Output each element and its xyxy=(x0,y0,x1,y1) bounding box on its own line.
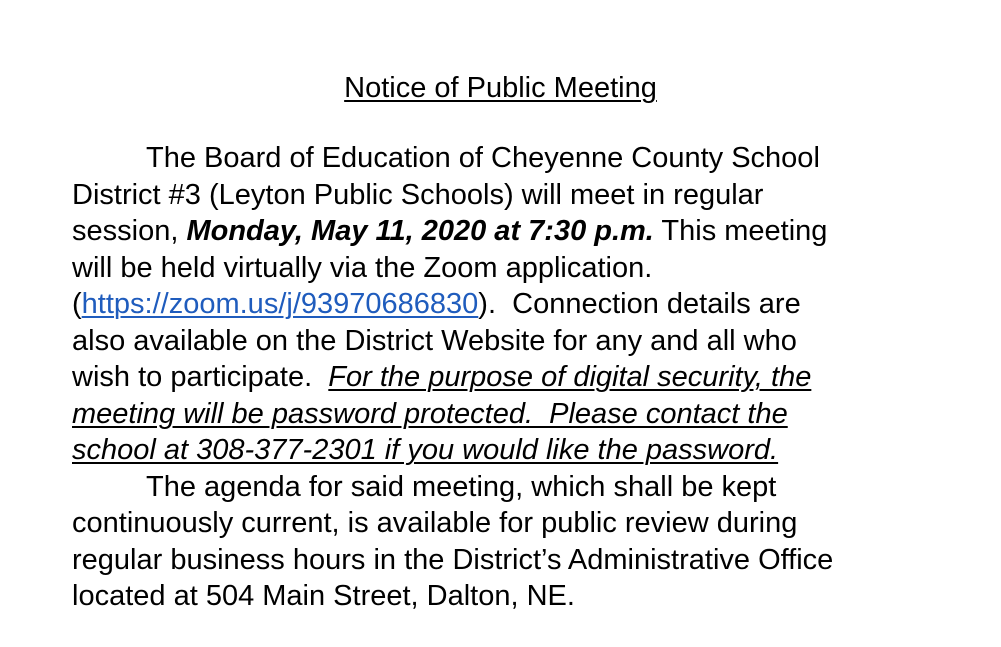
meeting-date-time: Monday, May 11, 2020 at 7:30 p.m. xyxy=(186,215,654,247)
paragraph-1-line-1: The Board of Education of Cheyenne County School xyxy=(146,142,820,174)
notice-body xyxy=(72,140,972,615)
paragraph-2-line-2: continuously current, is available for public review during xyxy=(72,507,798,539)
security-notice-part-1: For the purpose of digital security, the xyxy=(328,361,812,393)
security-notice-part-2: meeting will be password protected. Please contact the xyxy=(72,397,788,430)
session-text: session, xyxy=(72,215,187,247)
paragraph-2-line-4: located at 504 Main Street, Dalton, NE. xyxy=(72,580,575,612)
participate-text: wish to participate. xyxy=(72,361,329,393)
connection-details-text: ). Connection details are xyxy=(478,288,801,320)
paragraph-1-line-8 xyxy=(72,396,972,433)
security-notice-part-3: school at 308-377-2301 if you would like the password. xyxy=(72,434,779,466)
paragraph-1-line-2: District #3 (Leyton Public Schools) will meet in regular xyxy=(72,178,764,211)
open-paren: ( xyxy=(72,288,82,320)
paragraph-1-line-3 xyxy=(72,213,972,250)
zoom-meeting-link[interactable]: https://zoom.us/j/93970686830 xyxy=(81,288,479,320)
page-title: Notice of Public Meeting xyxy=(344,72,657,104)
paragraph-1-line-9 xyxy=(72,432,972,469)
paragraph-1-line-7 xyxy=(72,359,972,396)
paragraph-1-line-6: also available on the District Website for any and all who xyxy=(72,324,797,357)
paragraph-1-line-4: will be held virtually via the Zoom application. xyxy=(72,251,653,284)
paragraph-1-line-5 xyxy=(72,286,972,323)
this-meeting-text: This meeting xyxy=(653,215,828,247)
paragraph-2-line-1: The agenda for said meeting, which shall be kept xyxy=(146,470,777,503)
paragraph-2-line-3: regular business hours in the District’s Administrative Office xyxy=(72,543,834,576)
